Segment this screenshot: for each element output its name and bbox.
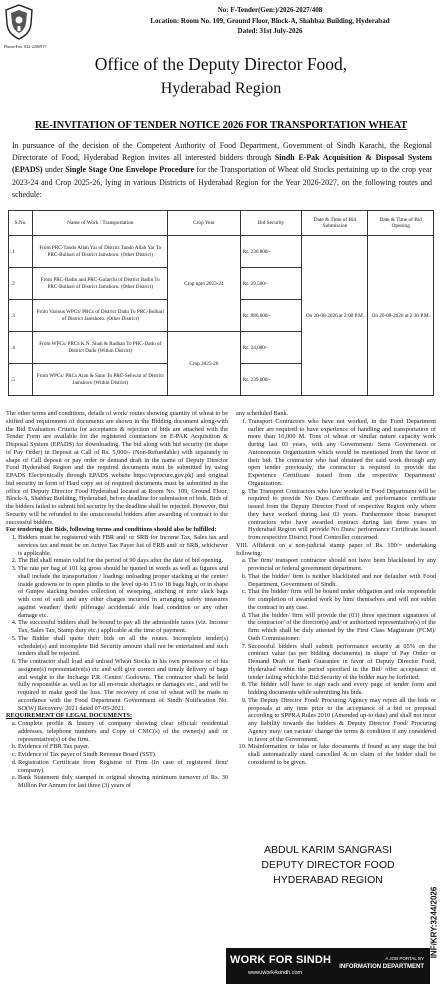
- affidavit-line: VIII. Affidavit on a non-judicial stamp paper of Rs. 100/= undertaking following:: [236, 541, 436, 557]
- list-item: 9. The Deputy Director Food/ Procuring Agency may reject all the bids or proposals at any time prior to the acceptance of a bid or proposal according to SPPRA Rules 2010 (Amended up-to date) and shall not incur any liability towards the bidders & Deputy Director Food/ Procuring Agency may/ can variate/ change the terms & condition if any considered in favor of the Government.: [248, 697, 436, 744]
- row-route: From WPCs/ PRCs K.N. Shah & Radhan To PRC-Dadu of District Dadu (Within District): [33, 332, 168, 364]
- crop-year-cell: Crop upto 2023-24: [168, 236, 240, 332]
- affidavit-list: [236, 557, 436, 642]
- list-item: 5. The Bidder shall quote their bids on all the routes. Incomplete tender(s) schedule(s) and incomplete Bid Security amount shall not be entertained and such tenders shall be rejected.: [18, 635, 228, 658]
- list-item: c. That the bidder/ firm will be bound under obligation and sole responsible for completion of awarded work by him/ themselves and will not sublet the contract in any case.: [248, 588, 436, 611]
- list-item: d. That the bidder/ firm will provide the (03) three specimen signatures of the contractor/ of the director(s) and/ or authorized representative(s) of the firm which shall be duly attested by the First Class Magistrate (FCM)/ Oath Commissioner.: [248, 612, 436, 643]
- right-list-2: [236, 643, 436, 767]
- signatory-region: HYDERABAD REGION: [273, 874, 383, 886]
- col-header: Date & Time of Bid Submission: [302, 211, 368, 236]
- col-header: Date & Time of Bid Opening: [368, 211, 434, 236]
- row-sno: .1: [9, 236, 33, 268]
- banner-title: WORK FOR SINDH: [230, 954, 332, 966]
- list-item: 1. Bidders must be registered with FBR and/ or SRB for Income Tax, Sales tax and services tax and must be on Active Tax Payer list of FRB and/ or SRB, whichever is applicable.: [18, 534, 228, 557]
- list-item: 4. The successful bidders shall be bound to pay all the admissible taxes (viz. Income Tax, Sales Tax, Stamp duty etc.) applicable at the time of payment.: [18, 619, 228, 635]
- row-security: Rs. 886,000/-: [240, 300, 302, 332]
- right-list: [236, 418, 436, 542]
- terms-list: [6, 534, 228, 712]
- terms-fulfill-heading: For tendering the Bids, following terms and conditions should also be fulfilled:: [6, 526, 217, 534]
- terms-right-column: [236, 410, 436, 767]
- tender-schedule-table: [8, 210, 434, 396]
- work-for-sindh-banner: [226, 948, 430, 984]
- list-item: e. Bank Statement duly stamped in original showing minimum turnover of Rs. 30 Million Per Annum for last three (3) years of: [18, 774, 228, 790]
- list-item: 6. The contractor shall load and unload Wheat Stocks in his own presence or of his assignee(s) representative(s) etc and will give correct and timely delivery of bags and weight to the Incharge P.R. Centre/ Godowns. The contractor shall be held fully responsible as well as for all en-route shortages or damages etc., and will be required to make good the loss. The recovery of cost of wheat will be made in accordance with the Food Department Government of Sindh Notification No. SO(W) Recovery/ 2021 dated 07-05-2021.: [18, 658, 228, 712]
- table-header-row: [9, 211, 434, 236]
- region-title: Hyderabad Region: [160, 80, 282, 97]
- legal-docs-heading: REQUIREMENT OF LEGAL DOCUMENTS:: [6, 712, 133, 720]
- banner-url: www.iwork4sindh.com: [248, 970, 303, 976]
- banner-department: INFORMATION DEPARTMENT: [339, 964, 424, 970]
- col-header: S.No.: [9, 211, 33, 236]
- list-item: f. Transport Contractors who have not worked, in the Food Department earlier are required to have experience of handling and transportation of more than 10,000 M. Tons of wheat or similar nature capacity work during last 03 years, with any Government/ Semi Government or Autonomous Organization which would be mentioned from the favor of their bid. The contractor who had obtained the said work through any open tender previously, the contractor is required to provide the Experience Certificate issued from the respective Department/ Organization.: [248, 418, 436, 488]
- signatory-name: ABDUL KARIM SANGRASI: [264, 844, 392, 856]
- banner-job-portal: A JOB PORTAL BY: [385, 956, 424, 961]
- list-item: 2. The Bid shall remain valid for the period of 90 days after the date of bid opening.: [18, 557, 228, 565]
- vertical-code: INF/KRY:3244/2026: [429, 886, 439, 959]
- row-security: Rs. 24,000/-: [240, 332, 302, 364]
- sindh-government-emblem-icon: [4, 4, 34, 40]
- list-item: a. The firm/ transport contractor should not have been blacklisted by any provincial or federal government department.: [248, 557, 436, 573]
- list-item: d. Registration Certificate from Registrar of Firm (In case of registered firm/ company).: [18, 759, 228, 775]
- notice-heading: RE-INVITATION OF TENDER NOTICE 2026 FOR TRANSPORTATION WHEAT: [34, 120, 408, 131]
- row-route: From PRC-Badin and PRC-Golarchi of District Badin To PRC-Bulhari of District Jamshoro. (Other District): [33, 268, 168, 300]
- row-route: From Various WPCs/ PRCs of District Dadu To PRC-Bulhari of District Jamshoro. (Other District): [33, 300, 168, 332]
- list-item: g. The Transport Contractors who have worked in Food Department will be required to provide No Dues Certificate and performance certificate issued from the Deputy Director Food of respective Region only where they have worked during last 03 years. Furthermore those transport contractors who have awarded contract during last three years in Hyderabad Region will provide No Dues/ performance Certificate issued from respective District Food Controller concerned.: [248, 488, 436, 542]
- right-continuation: any scheduled Bank.: [236, 410, 289, 417]
- row-security: Rs. 29,500/-: [240, 268, 302, 300]
- crop-year-cell: Crop 2025-26: [168, 332, 240, 396]
- col-header: Bid Security: [240, 211, 302, 236]
- phone-fax: Phone/Fax: 022-2200917: [4, 44, 47, 49]
- location-line: Location: Room No. 109, Ground Floor, Block-A, Shahbaz Building, Hyderabad: [150, 16, 390, 25]
- list-item: c. Evidence of Tax payer of Sindh Revenue Board (SST).: [18, 751, 228, 759]
- ref-number: No: F-Tender(Gen:)/2026-2027/408: [217, 6, 323, 14]
- list-item: a. Complete profile & history of company showing clear official/ residential addresses, telephone numbers and Copy of CNIC(s) of the owner(s) and/ or representative(s) of the firm.: [18, 720, 228, 743]
- signatory-designation: DEPUTY DIRECTOR FOOD: [261, 859, 395, 871]
- opening-cell: On 20-08-2026 at 2:30 P.M.: [368, 236, 434, 396]
- table-row: [9, 236, 434, 268]
- row-sno: .4: [9, 332, 33, 364]
- col-header: Name of Work / Transportation: [33, 211, 168, 236]
- list-item: 8. The bidder will have to sign each and every page of tender form and bidding documents while submitting his bids.: [248, 681, 436, 697]
- intro-paragraph: In pursuance of the decision of the Competent Authority of Food Department, Government of Sindh Karachi, the Regional Directorate of Food, Hyderabad Region invites all interested bidders through Sindh E-Pak Acquisition & Disposal System (EPADS) under Single Stage One Envelope Procedure for the Transportation of Wheat old Stocks pertaining up to the crop year 2023-24 and Crop 2025-26, lying in various Districts of Hyderabad Region for the Year 2026-2027, on the following routes and schedule:: [12, 141, 432, 199]
- legal-docs-list: [6, 720, 228, 790]
- submission-cell: On 20-08-2026 at 2:00 P.M.: [302, 236, 368, 396]
- row-sno: .3: [9, 300, 33, 332]
- reference-block: [150, 5, 390, 37]
- row-sno: .5: [9, 364, 33, 396]
- list-item: 7. Successful bidders shall submit performance security at 05% on the contract value (as per bidding documents) in shape of Pay Order or Demand Draft or Bank Guarantee in favor of Deputy Director Food, Hyderabad within the period specified in the Bid/ offer acceptance of tender failing which the Bid Security of the bidder may be forfeited.: [248, 643, 436, 682]
- list-item: 3. The rate per bag of 101 kg gross should be quoted in words as well as figures and shall include the transportation / loading/ unloading proper stacking at the center/ inside godowns or in open plinths to the level up-to 15 to 18 bags high, or in shape of Gunjee stacking besides collection of sweeping, stitching of torn/ slack bags with cost of sutli and any other charges incurred in arranging safety measures against weather/ theft/ pilferage/ accidental/ axle load condition or any other damage etc.: [18, 565, 228, 619]
- office-title: Office of the Deputy Director Food,: [94, 54, 348, 74]
- signature-block: [228, 843, 428, 888]
- row-route: From WPCs/ PRCs Aran & Sann To PRC-Sehwan of District Jamshoro (Within District): [33, 364, 168, 396]
- row-security: Rs. 236,800/-: [240, 236, 302, 268]
- row-sno: .2: [9, 268, 33, 300]
- terms-left-column: [6, 410, 228, 790]
- list-item: b. That the bidder/ firm is neither blacklisted and nor defaulter with Food Department, Government of Sindh.: [248, 573, 436, 589]
- terms-intro: The other terms and conditions, details of work/ routes showing quantity of wheat to be shifted and requirement of documents are shown in the Bidding document along-with the Bid Evaluation Criteria for acceptance & rejection of bids are attached with the Tender Form are available for the registered contractors on E-PAK Acquisition & Disposal System (EPADS) for downloading. The bid along with bid security (in shape of Pay Order) in Deposit at Call of Rs. 5,000/- (Non-Refundable) with separately in shape of Call deposit or pay order or demand draft in the name of Deputy Director Food Hyderabad Region and the required documents must be submitted by using EPADS Electronically through EPADS website https://eprocure.gov.pk) and original bid security in form of Hard copy set of required documents must be submitted in the office of Deputy Director Food Hyderabad located at Room No. 109, Ground Floor, Block-A, Shahbaz Building, Hyderabad, before deadline for submission of bids. Bids of the bidders failed to submit bid security by the deadline shall be rejected. However, Bid Security will be refunded to the unsuccessful bidders after awarding of contract to the successful bidders.: [6, 410, 228, 526]
- dated-line: Dated: 31st July-2026: [237, 27, 303, 35]
- list-item: b. Evidence of FBR Tax payer.: [18, 743, 228, 751]
- row-route: From PRC-Tando Allah Yar of District Tando Allah Yar To PRC-Bulhari of District Jamshoro. (Other District): [33, 236, 168, 268]
- col-header: Crop Year: [168, 211, 240, 236]
- list-item: 10. Misinformation or false or fake documents if found at any stage the bid shall automatically stand cancelled & no claim of the bidder shall be considered to be given.: [248, 743, 436, 766]
- row-security: Rs. 239,000/-: [240, 364, 302, 396]
